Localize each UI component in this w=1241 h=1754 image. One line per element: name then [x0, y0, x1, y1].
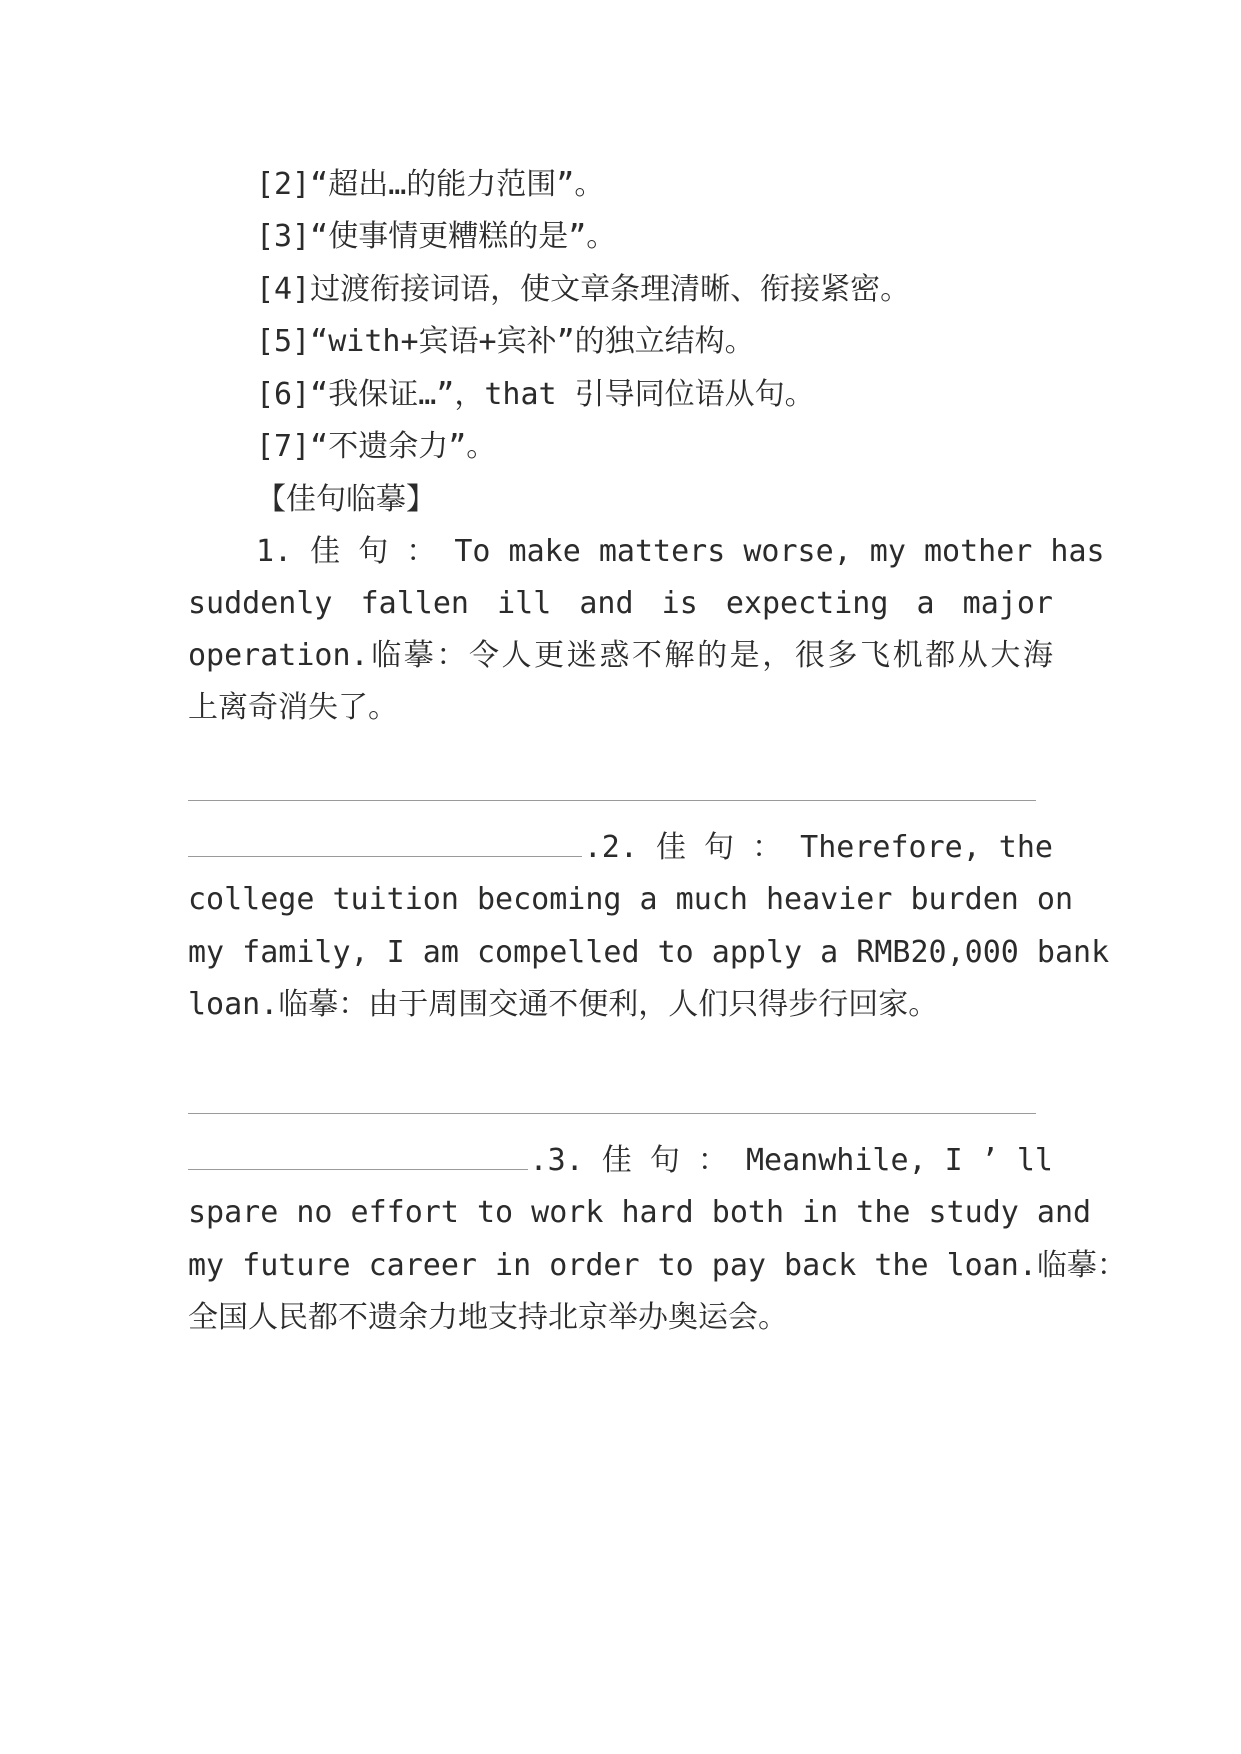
- item1-line1: 1. 佳 句 ： To make matters worse, my mother has: [256, 534, 1105, 569]
- answer-blank-2b[interactable]: [188, 1141, 528, 1170]
- item3-line1-text: .3. 佳 句 ： Meanwhile, I ’ ll: [529, 1143, 1053, 1178]
- item1-line3: operation.临摹：令人更迷惑不解的是，很多飞机都从大海: [188, 638, 1053, 673]
- item2-line1: [188, 828, 1053, 868]
- item1-line4: 上离奇消失了。: [188, 690, 398, 725]
- item3-line4: 全国人民都不遗余力地支持北京举办奥运会。: [188, 1300, 788, 1335]
- answer-blank-1b[interactable]: [188, 828, 582, 857]
- item3-line2: spare no effort to work hard both in the study and: [188, 1195, 1092, 1230]
- item1-line2: suddenly fallen ill and is expecting a major: [188, 586, 1053, 621]
- note-4: [4]过渡衔接词语，使文章条理清晰、衔接紧密。: [256, 272, 911, 307]
- item2-line4: loan.临摹：由于周围交通不便利，人们只得步行回家。: [188, 987, 939, 1022]
- answer-blank-1a[interactable]: [188, 800, 1036, 801]
- item3-line3: my future career in order to pay back the loan.临摹：: [188, 1248, 1127, 1283]
- note-2: [2]“超出…的能力范围”。: [256, 167, 605, 202]
- item2-line3: my family, I am compelled to apply a RMB20,000 bank: [188, 935, 1110, 970]
- note-5: [5]“with+宾语+宾补”的独立结构。: [256, 324, 755, 359]
- answer-blank-2a[interactable]: [188, 1113, 1036, 1114]
- item2-line2: college tuition becoming a much heavier burden on: [188, 882, 1074, 917]
- note-3: [3]“使事情更糟糕的是”。: [256, 219, 617, 254]
- item3-line1: [188, 1141, 1053, 1181]
- section-title: 【佳句临摹】: [256, 482, 436, 517]
- note-6: [6]“我保证…”，that 引导同位语从句。: [256, 377, 815, 412]
- item2-line1-text: .2. 佳 句 ： Therefore, the: [583, 830, 1053, 865]
- note-7: [7]“不遗余力”。: [256, 429, 497, 464]
